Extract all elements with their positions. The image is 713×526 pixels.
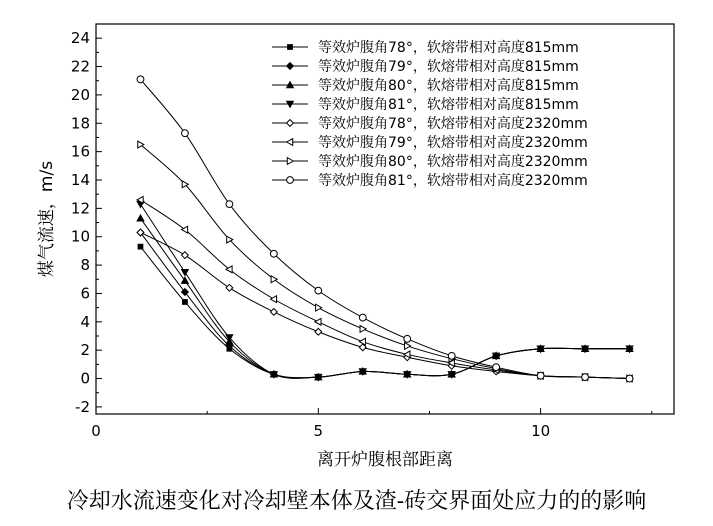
series-line bbox=[140, 247, 629, 378]
legend-marker bbox=[288, 45, 293, 50]
y-tick-label: 22 bbox=[70, 57, 90, 76]
y-tick-label: 0 bbox=[80, 369, 90, 388]
y-tick-label: 12 bbox=[70, 199, 90, 218]
legend-label: 等效炉腹角79°，软熔带相对高度2320mm bbox=[318, 135, 588, 151]
legend-item bbox=[272, 39, 579, 56]
y-axis-title: 煤气流速，m/s bbox=[37, 160, 57, 278]
data-point bbox=[182, 269, 189, 275]
legend-label: 等效炉腹角78°，软熔带相对高度815mm bbox=[318, 40, 579, 56]
series-line bbox=[140, 232, 629, 377]
y-tick-label: 20 bbox=[70, 85, 90, 104]
data-point bbox=[448, 352, 455, 359]
legend-item bbox=[272, 96, 579, 113]
y-tick-label: 14 bbox=[70, 171, 90, 189]
legend-marker bbox=[287, 120, 294, 127]
data-point bbox=[359, 314, 366, 321]
legend-label: 等效炉腹角80°，软熔带相对高度2320mm bbox=[318, 154, 588, 170]
data-point bbox=[226, 284, 233, 291]
data-point bbox=[183, 300, 188, 305]
data-point bbox=[316, 304, 322, 311]
data-point bbox=[405, 343, 411, 350]
legend-marker bbox=[287, 63, 294, 70]
series-4 bbox=[137, 201, 633, 380]
legend-label: 等效炉腹角80°，软熔带相对高度815mm bbox=[318, 78, 579, 94]
data-point bbox=[270, 308, 277, 315]
legend-label: 等效炉腹角79°，软熔带相对高度815mm bbox=[318, 59, 579, 75]
data-point bbox=[137, 76, 144, 83]
data-point bbox=[226, 201, 233, 208]
data-point bbox=[537, 372, 544, 379]
series-6 bbox=[137, 196, 632, 381]
data-point bbox=[137, 215, 144, 221]
legend-label: 等效炉腹角81°，软熔带相对高度815mm bbox=[318, 97, 579, 113]
legend-marker bbox=[287, 177, 294, 184]
y-tick-label: -2 bbox=[75, 397, 90, 416]
legend-item bbox=[272, 172, 588, 189]
y-tick-label: 18 bbox=[70, 114, 90, 133]
data-point bbox=[182, 130, 189, 137]
data-point bbox=[270, 250, 277, 257]
y-tick-label: 16 bbox=[70, 142, 90, 161]
x-tick-label: 0 bbox=[91, 422, 101, 440]
y-tick-label: 6 bbox=[80, 284, 90, 303]
y-tick-label: 2 bbox=[80, 341, 90, 360]
data-point bbox=[315, 328, 322, 335]
legend-marker bbox=[287, 158, 293, 165]
series-5 bbox=[137, 229, 633, 382]
legend-marker bbox=[287, 139, 293, 146]
y-tick-label: 10 bbox=[70, 227, 90, 246]
x-tick-label: 5 bbox=[313, 422, 324, 440]
legend-label: 等效炉腹角81°，软熔带相对高度2320mm bbox=[318, 173, 588, 189]
data-point bbox=[270, 296, 276, 303]
data-point bbox=[493, 364, 500, 371]
series-1 bbox=[138, 244, 632, 379]
data-point bbox=[626, 375, 633, 382]
legend-item bbox=[272, 153, 588, 170]
series-line bbox=[140, 232, 629, 378]
data-point bbox=[315, 287, 322, 294]
data-point bbox=[582, 374, 589, 381]
x-tick-label: 10 bbox=[531, 422, 551, 440]
data-point bbox=[315, 318, 321, 325]
legend-item bbox=[272, 77, 579, 94]
series-2 bbox=[137, 229, 633, 380]
y-tick-label: 4 bbox=[80, 312, 90, 331]
legend-item bbox=[272, 115, 588, 132]
legend-item bbox=[272, 134, 588, 151]
data-point bbox=[138, 244, 143, 249]
y-tick-label: 24 bbox=[70, 29, 90, 48]
y-tick-label: 8 bbox=[80, 256, 90, 275]
legend-item bbox=[272, 58, 579, 75]
series-line bbox=[140, 218, 629, 378]
data-point bbox=[182, 252, 189, 259]
series-line bbox=[140, 200, 629, 379]
data-point bbox=[360, 326, 366, 333]
figure-caption: 冷却水流速变化对冷却壁本体及渣-砖交界面处应力的的影响 bbox=[66, 489, 647, 514]
series-3 bbox=[137, 215, 633, 380]
x-axis-title: 离开炉腹根部距离 bbox=[317, 450, 453, 470]
data-point bbox=[404, 335, 411, 342]
chart-legend bbox=[272, 39, 588, 189]
legend-label: 等效炉腹角78°，软熔带相对高度2320mm bbox=[318, 116, 588, 132]
